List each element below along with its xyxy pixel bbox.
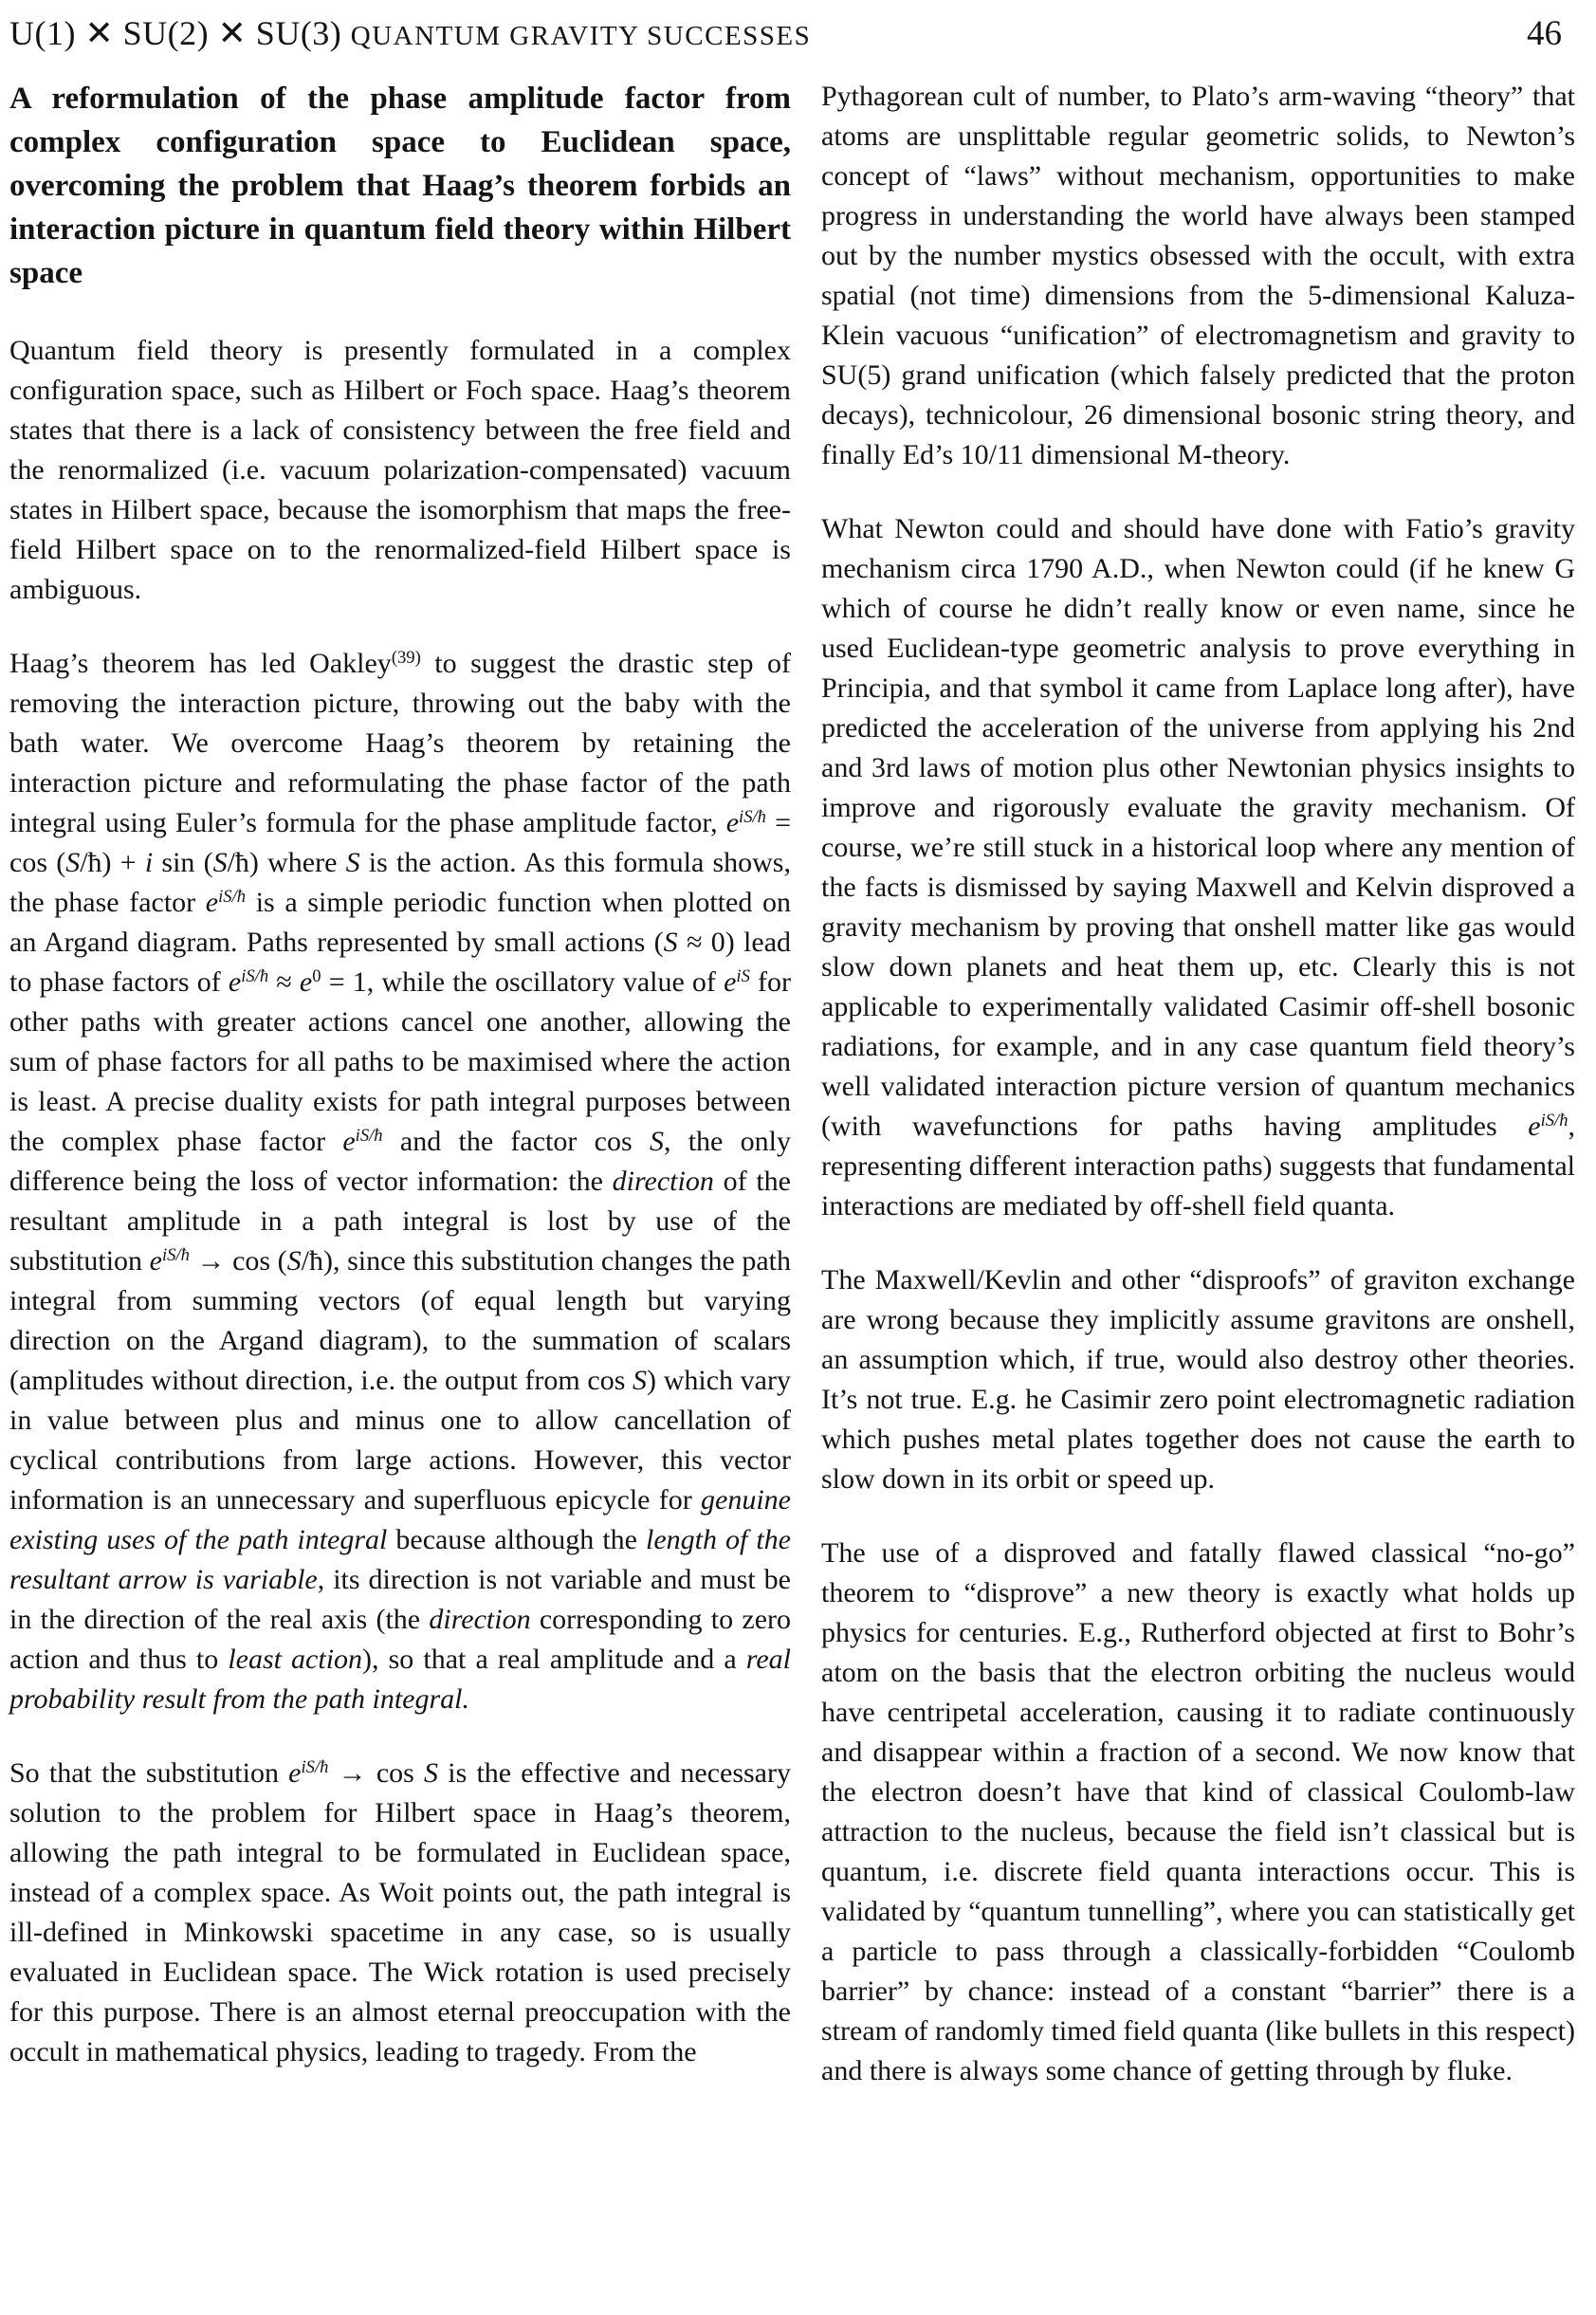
paragraph: The Maxwell/Kevlin and other “disproofs” of graviton exchange are wrong because they implicitly assume gravitons are onshell, an assumption which, if true, would also destroy other theories. It’s not true. E.g. he Casimir zero point electromagnetic radiation which pushes metal plates together does not cause the earth to slow down in its orbit or speed up. xyxy=(821,1264,1575,1495)
paragraph: Haag’s theorem has led Oakley$^{(39)}$ to suggest the drastic step of removing the interaction picture, throwing out the baby with the bath water. We overcome Haag’s theorem by retaining the interaction picture and reformulating the phase factor of the path integral using Euler’s formula for the phase amplitude factor, $e^{iS/ħ} = \cos$ (S/ħ) + i sin (S/ħ) where S is the action. As this formula shows, the phase factor $e^{iS/ħ}$ is a simple periodic function when plotted on an Argand diagram. Paths represented by small actions (S ≈ 0) lead to phase factors of $e^{iS/ħ} \approx e^0 = 1$, while the oscillatory value of $e^{iS}$ for other paths with greater actions cancel one another, allowing the sum of phase factors for all paths to be maximised where the action is least. A precise duality exists for path integral purposes between the complex phase factor $e^{iS/ħ}$ and the factor cos S, the only difference being the loss of vector information: the direction of the resultant amplitude in a path integral is lost by use of the substitution $e^{iS/ħ} \to \cos$ (S/ħ), since this substitution changes the path integral from summing vectors (of equal length but varying direction on the Argand diagram), to the summation of scalars (amplitudes without direction, i.e. the output from cos S) which vary in value between plus and minus one to allow cancellation of cyclical contributions from large actions. However, this vector information is an unnecessary and superfluous epicycle for genuine existing uses of the path integral because although the length of the resultant arrow is variable, its direction is not variable and must be in the direction of the real axis (the direction corresponding to zero action and thus to least action), so that a real amplitude and a real probability result from the path integral. xyxy=(9,647,792,1715)
two-column-layout xyxy=(0,54,1596,2091)
paragraph: What Newton could and should have done with Fatio’s gravity mechanism circa 1790 A.D., when Newton could (if he knew G which of course he didn’t really know or even name, since he used Euclidean-type geometric analysis to prove everything in Principia, and that symbol it came from Laplace long after), have predicted the acceleration of the universe from applying his 2nd and 3rd laws of motion plus other Newtonian physics insights to improve and rigorously evaluate the gravity mechanism. Of course, we’re still stuck in a historical loop where any mention of the facts is dismissed by saying Maxwell and Kelvin disproved a gravity mechanism by proving that onshell matter like gas would slow down planets and heat them up, etc. Clearly this is not applicable to experimentally validated Casimir off-shell bosonic radiations, for example, and in any case quantum field theory’s well validated interaction picture version of quantum mechanics (with wavefunctions for paths having amplitudes $e^{iS/ħ}$, representing different interaction paths) suggests that fundamental interactions are mediated by off-shell field quanta. xyxy=(821,513,1575,1222)
paragraph: So that the substitution $e^{iS/ħ} \to \cos S$ is the effective and necessary solution to the problem for Hilbert space in Haag’s theorem, allowing the path integral to be formulated in Euclidean space, instead of a complex space. As Woit points out, the path integral is ill-defined in Minkowski spacetime in any case, so is usually evaluated in Euclidean space. The Wick rotation is used precisely for this purpose. There is an almost eternal preoccupation with the occult in mathematical physics, leading to tragedy. From the xyxy=(9,1756,791,2067)
running-title: U(1) ✕ SU(2) ✕ SU(3) QUANTUM GRAVITY SUCCESSES xyxy=(9,14,812,52)
left-column-paragraphs xyxy=(9,331,791,2072)
right-column-paragraphs xyxy=(821,77,1575,2091)
section-heading: A reformulation of the phase amplitude factor from complex configuration space to Euclidean space, overcoming the problem that Haag’s theorem forbids an interaction picture in quantum field theory within Hilbert space xyxy=(9,82,791,290)
right-column xyxy=(821,77,1575,2091)
page-number: 46 xyxy=(1527,14,1562,53)
left-column xyxy=(9,77,791,2091)
paragraph: Quantum field theory is presently formulated in a complex configuration space, such as Hilbert or Foch space. Haag’s theorem states that there is a lack of consistency between the free field and the renormalized (i.e. vacuum polarization-compensated) vacuum states in Hilbert space, because the isomorphism that maps the free-field Hilbert space on to the renormalized-field Hilbert space is ambiguous. xyxy=(9,335,791,605)
paragraph: The use of a disproved and fatally flawed classical “no-go” theorem to “disprove” a new theory is exactly what holds up physics for centuries. E.g., Rutherford objected at first to Bohr’s atom on the basis that the electron orbiting the nucleus would have centripetal acceleration, causing it to radiate continuously and disappear within a fraction of a second. We now know that the electron doesn’t have that kind of classical Coulomb-law attraction to the nucleus, because the field isn’t classical but is quantum, i.e. discrete field quanta interactions occur. This is validated by “quantum tunnelling”, where you can statistically get a particle to pass through a classically-forbidden “Coulomb barrier” by chance: instead of a constant “barrier” there is a stream of randomly timed field quanta (like bullets in this respect) and there is always some chance of getting through by fluke. xyxy=(821,1537,1575,2086)
page-header xyxy=(0,0,1596,54)
paragraph: Pythagorean cult of number, to Plato’s arm-waving “theory” that atoms are unsplittable regular geometric solids, to Newton’s concept of “laws” without mechanism, opportunities to make progress in understanding the world have always been stamped out by the number mystics obsessed with the occult, with extra spatial (not time) dimensions from the 5-dimensional Kaluza-Klein vacuous “unification” of electromagnetism and gravity to SU(5) grand unification (which falsely predicted that the proton decays), technicolour, 26 dimensional bosonic string theory, and finally Ed’s 10/11 dimensional M-theory. xyxy=(821,81,1575,470)
